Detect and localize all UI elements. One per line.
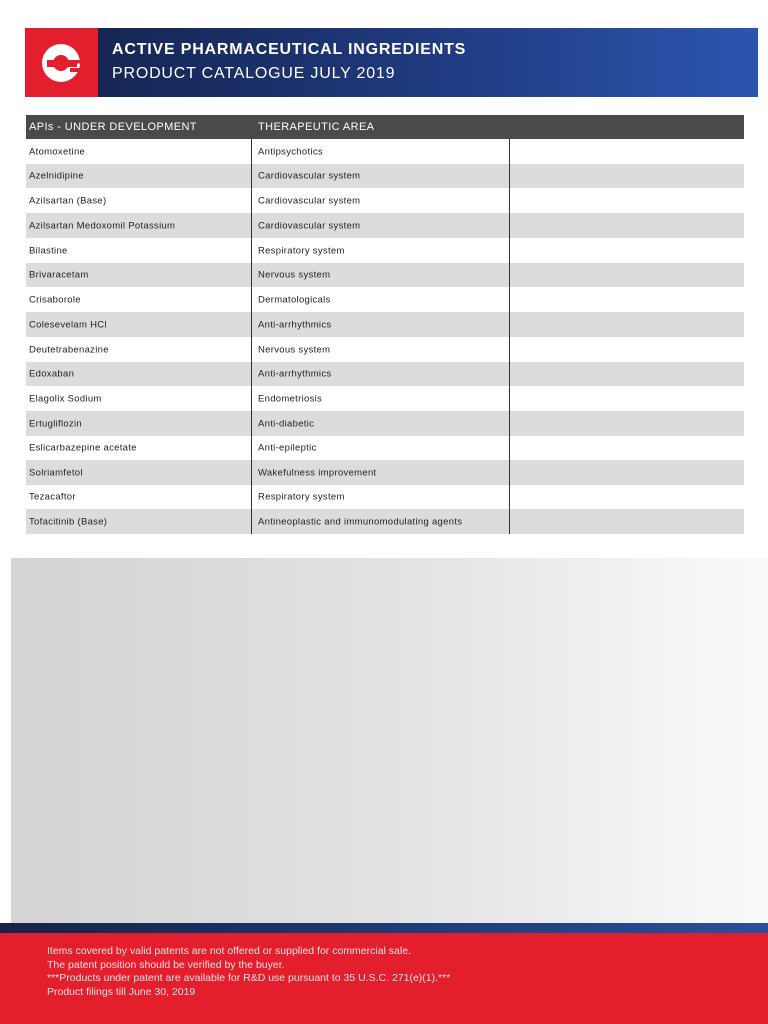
table-header bbox=[26, 115, 744, 139]
therapeutic-area-cell: Anti-arrhythmics bbox=[258, 368, 332, 380]
therapeutic-area-cell: Nervous system bbox=[258, 269, 331, 281]
api-name-cell: Elagolix Sodium bbox=[29, 393, 102, 404]
logo-box bbox=[25, 28, 98, 97]
column-header-api: APIs - UNDER DEVELOPMENT bbox=[29, 121, 197, 133]
table-row bbox=[26, 485, 744, 509]
table-row bbox=[26, 188, 744, 213]
therapeutic-area-cell: Respiratory system bbox=[258, 491, 345, 503]
footer-blue-stripe bbox=[0, 923, 768, 933]
table-row bbox=[26, 164, 744, 188]
therapeutic-area-cell: Anti-epileptic bbox=[258, 442, 317, 454]
api-name-cell: Tezacaftor bbox=[29, 491, 76, 503]
table-row bbox=[26, 411, 744, 436]
api-name-cell: Solriamfetol bbox=[29, 467, 83, 478]
table-row bbox=[26, 263, 744, 287]
table-row bbox=[26, 312, 744, 337]
therapeutic-area-cell: Cardiovascular system bbox=[258, 195, 361, 206]
table-row bbox=[26, 436, 744, 460]
table-body bbox=[26, 139, 744, 534]
table-row bbox=[26, 460, 744, 485]
therapeutic-area-cell: Antineoplastic and immunomodulating agents bbox=[258, 516, 463, 527]
table-row bbox=[26, 287, 744, 312]
therapeutic-area-cell: Cardiovascular system bbox=[258, 220, 361, 231]
footer-note: ***Products under patent are available for R&D use pursuant to 35 U.S.C. 271(e)(1).*** bbox=[47, 972, 451, 984]
table-row bbox=[26, 386, 744, 411]
column-divider bbox=[251, 139, 252, 534]
page-subtitle: PRODUCT CATALOGUE JULY 2019 bbox=[112, 65, 396, 82]
api-name-cell: Azilsartan Medoxomil Potassium bbox=[29, 220, 176, 231]
api-name-cell: Azilsartan (Base) bbox=[29, 195, 107, 206]
footer-note: Product filings till June 30, 2019 bbox=[47, 985, 196, 998]
table-row bbox=[26, 238, 744, 263]
footer-note: The patent position should be verified by the buyer. bbox=[47, 958, 285, 971]
therapeutic-area-cell: Anti-diabetic bbox=[258, 418, 315, 429]
therapeutic-area-cell: Endometriosis bbox=[258, 393, 323, 404]
api-name-cell: Deutetrabenazine bbox=[29, 344, 109, 355]
table-row bbox=[26, 362, 744, 386]
column-header-area: THERAPEUTIC AREA bbox=[258, 121, 375, 133]
footer-notes bbox=[0, 933, 768, 1024]
api-name-cell: Atomoxetine bbox=[29, 146, 86, 157]
api-table bbox=[26, 115, 744, 534]
page-title: ACTIVE PHARMACEUTICAL INGREDIENTS bbox=[112, 41, 467, 58]
table-row bbox=[26, 509, 744, 534]
therapeutic-area-cell: Antipsychotics bbox=[258, 146, 323, 157]
catalogue-header bbox=[25, 28, 758, 97]
table-row bbox=[26, 139, 744, 164]
api-name-cell: Azelnidipine bbox=[29, 170, 84, 182]
api-name-cell: Crisaborole bbox=[29, 294, 81, 305]
therapeutic-area-cell: Dermatologicals bbox=[258, 294, 331, 305]
api-name-cell: Tofacitinib (Base) bbox=[29, 516, 108, 527]
therapeutic-area-cell: Anti-arrhythmics bbox=[258, 319, 332, 330]
api-name-cell: Ertugliflozin bbox=[29, 418, 83, 429]
footer-note: Items covered by valid patents are not offered or supplied for commercial sale. bbox=[47, 945, 411, 957]
table-row bbox=[26, 213, 744, 238]
api-name-cell: Edoxaban bbox=[29, 368, 75, 380]
therapeutic-area-cell: Nervous system bbox=[258, 344, 331, 355]
blank-gradient-panel bbox=[11, 558, 768, 923]
therapeutic-area-cell: Respiratory system bbox=[258, 245, 345, 256]
column-divider bbox=[509, 139, 510, 534]
api-name-cell: Colesevelam HCl bbox=[29, 319, 107, 330]
api-name-cell: Bilastine bbox=[29, 245, 68, 256]
therapeutic-area-cell: Wakefulness improvement bbox=[258, 467, 377, 478]
api-name-cell: Brivaracetam bbox=[29, 269, 89, 281]
therapeutic-area-cell: Cardiovascular system bbox=[258, 170, 361, 182]
company-logo-icon bbox=[37, 41, 85, 85]
api-name-cell: Eslicarbazepine acetate bbox=[29, 442, 137, 454]
table-row bbox=[26, 337, 744, 362]
